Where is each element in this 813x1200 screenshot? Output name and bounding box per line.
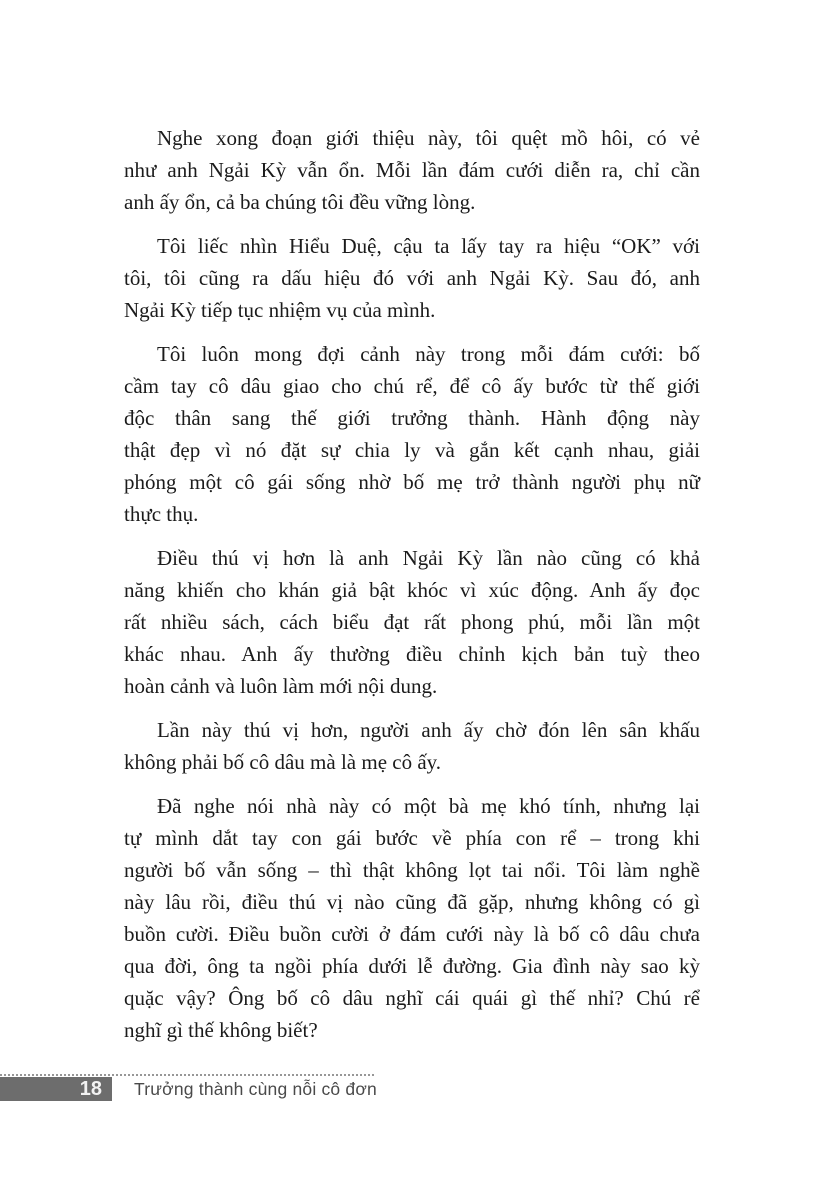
text-line: qua đời, ông ta ngồi phía dưới lễ đường. Gia đình này sao kỳ [124,954,700,978]
text-line: không phải bố cô dâu mà là mẹ cô ấy. [124,750,442,774]
text-line: thật đẹp vì nó đặt sự chia ly và gắn kết cạnh nhau, giải [124,438,700,462]
text-line: tôi, tôi cũng ra dấu hiệu đó với anh Ngải Kỳ. Sau đó, anh [124,266,700,290]
paragraph [124,230,700,326]
running-footer-title: Trưởng thành cùng nỗi cô đơn [134,1078,377,1099]
page-number-badge [0,1077,112,1101]
text-line: quặc vậy? Ông bố cô dâu nghĩ cái quái gì thế nhỉ? Chú rể [124,986,700,1010]
page-number: 18 [79,1078,102,1100]
text-line: Tôi liếc nhìn Hiểu Duệ, cậu ta lấy tay ra hiệu “OK” với [157,234,700,258]
text-line: này lâu rồi, điều thú vị nào cũng đã gặp, nhưng không có gì [124,890,700,914]
paragraph [124,714,700,778]
paragraph [124,542,700,702]
text-line: buồn cười. Điều buồn cười ở đám cưới này là bố cô dâu chưa [124,922,700,946]
text-line: phóng một cô gái sống nhờ bố mẹ trở thành người phụ nữ [124,470,700,494]
text-line: độc thân sang thế giới trưởng thành. Hành động này [124,406,700,430]
text-line: cầm tay cô dâu giao cho chú rể, để cô ấy bước từ thế giới [124,374,700,398]
footer-dotted-rule [0,1074,374,1076]
text-line: Ngải Kỳ tiếp tục nhiệm vụ của mình. [124,298,436,322]
text-line: năng khiến cho khán giả bật khóc vì xúc động. Anh ấy đọc [124,578,700,602]
text-line: người bố vẫn sống – thì thật không lọt tai nổi. Tôi làm nghề [124,858,700,882]
text-line: khác nhau. Anh ấy thường điều chỉnh kịch bản tuỳ theo [124,642,700,666]
text-line: hoàn cảnh và luôn làm mới nội dung. [124,674,438,698]
text-line: Tôi luôn mong đợi cảnh này trong mỗi đám cưới: bố [157,342,700,366]
text-line: tự mình dắt tay con gái bước về phía con rể – trong khi [124,826,700,850]
text-line: thực thụ. [124,502,199,526]
text-line: như anh Ngải Kỳ vẫn ổn. Mỗi lần đám cưới diễn ra, chỉ cần [124,158,700,182]
text-line: Điều thú vị hơn là anh Ngải Kỳ lần nào cũng có khả [157,546,700,570]
text-line: Lần này thú vị hơn, người anh ấy chờ đón lên sân khấu [157,718,700,742]
page-footer [0,1074,377,1101]
paragraph [124,790,700,1046]
text-line: anh ấy ổn, cả ba chúng tôi đều vững lòng. [124,190,476,214]
text-line: rất nhiều sách, cách biểu đạt rất phong phú, mỗi lần một [124,610,700,634]
text-line: Đã nghe nói nhà này có một bà mẹ khó tính, nhưng lại [157,794,700,818]
body-text [124,122,700,1058]
text-line: nghĩ gì thế không biết? [124,1018,318,1042]
paragraph [124,122,700,218]
footer-row [0,1077,377,1101]
paragraph [124,338,700,530]
text-line: Nghe xong đoạn giới thiệu này, tôi quệt mồ hôi, có vẻ [157,126,700,150]
